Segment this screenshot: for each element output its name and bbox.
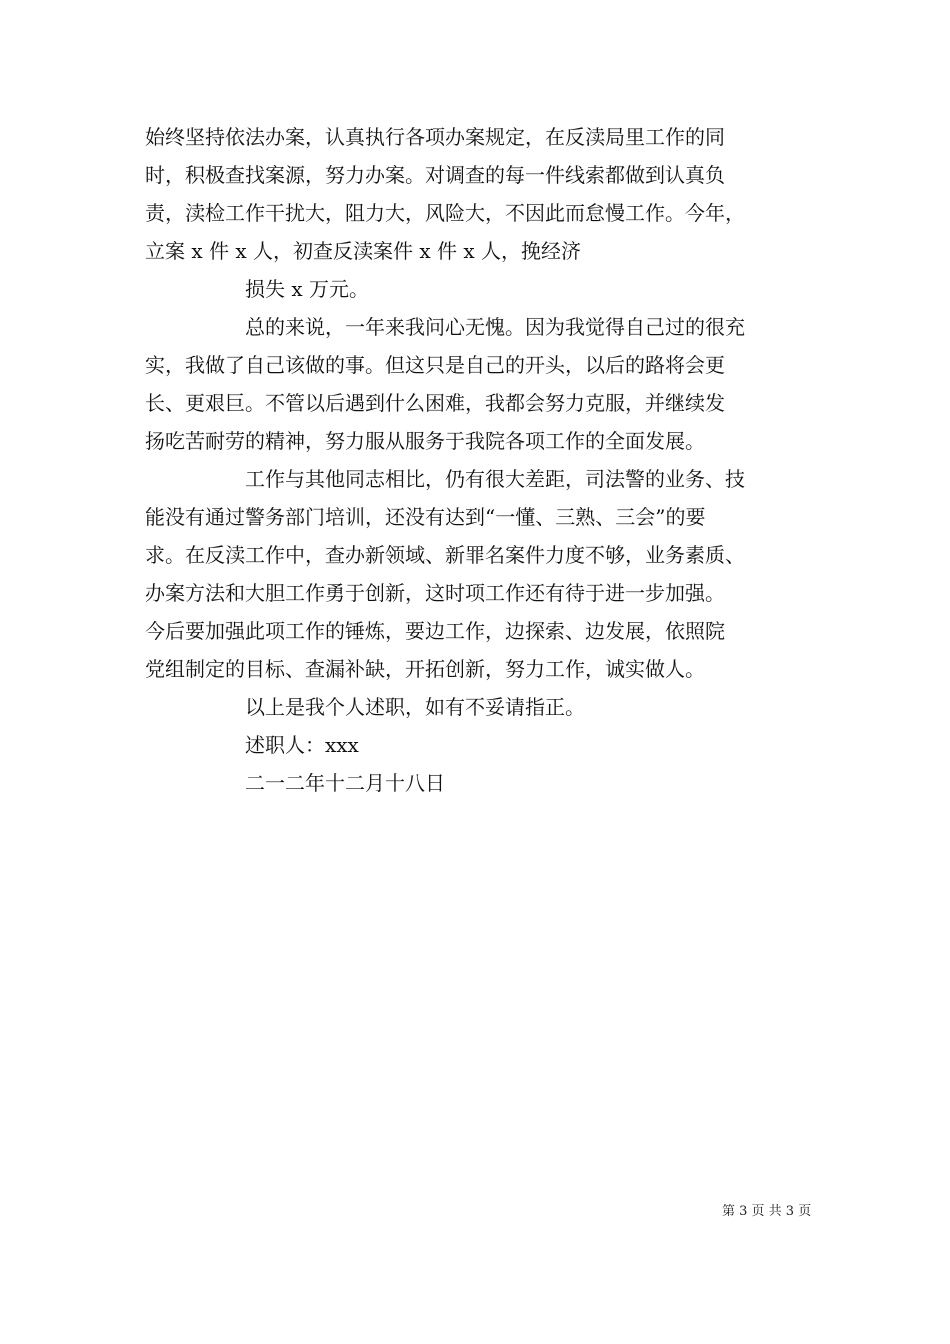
- text-line-11: 能没有通过警务部门培训，还没有达到“一懂、三熟、三会”的要: [145, 505, 706, 529]
- signatory-line: 述职人：xxx: [245, 733, 359, 757]
- page-number-footer: 第 3 页 共 3 页: [722, 1204, 812, 1219]
- text-line-3: 责，渎检工作干扰大，阻力大，风险大，不因此而怠慢工作。今年，: [145, 201, 745, 225]
- text-line-5: 损失 x 万元。: [245, 277, 369, 301]
- text-line-10: 工作与其他同志相比，仍有很大差距，司法警的业务、技: [245, 467, 745, 491]
- text-line-6: 总的来说，一年来我问心无愧。因为我觉得自己过的很充: [245, 315, 745, 339]
- date-line: 二一二年十二月十八日: [245, 771, 445, 795]
- text-line-2: 时，积极查找案源，努力办案。对调查的每一件线索都做到认真负: [145, 163, 725, 187]
- text-line-14: 今后要加强此项工作的锤炼，要边工作，边探索、边发展，依照院: [145, 619, 725, 643]
- document-body: [145, 118, 815, 802]
- closing-statement: 以上是我个人述职，如有不妥请指正。: [245, 695, 585, 719]
- text-line-13: 办案方法和大胆工作勇于创新，这时项工作还有待于进一步加强。: [145, 581, 725, 605]
- text-line-15: 党组制定的目标、查漏补缺，开拓创新，努力工作，诚实做人。: [145, 657, 705, 681]
- text-line-9: 扬吃苦耐劳的精神，努力服从服务于我院各项工作的全面发展。: [145, 429, 705, 453]
- text-line-4: 立案 x 件 x 人，初查反渎案件 x 件 x 人，挽经济: [145, 239, 581, 263]
- text-line-7: 实，我做了自己该做的事。但这只是自己的开头，以后的路将会更: [145, 353, 725, 377]
- text-line-1: 始终坚持依法办案，认真执行各项办案规定，在反渎局里工作的同: [145, 125, 725, 149]
- text-line-8: 长、更艰巨。不管以后遇到什么困难，我都会努力克服，并继续发: [145, 391, 725, 415]
- text-line-12: 求。在反渎工作中，查办新领域、新罪名案件力度不够，业务素质、: [145, 543, 745, 567]
